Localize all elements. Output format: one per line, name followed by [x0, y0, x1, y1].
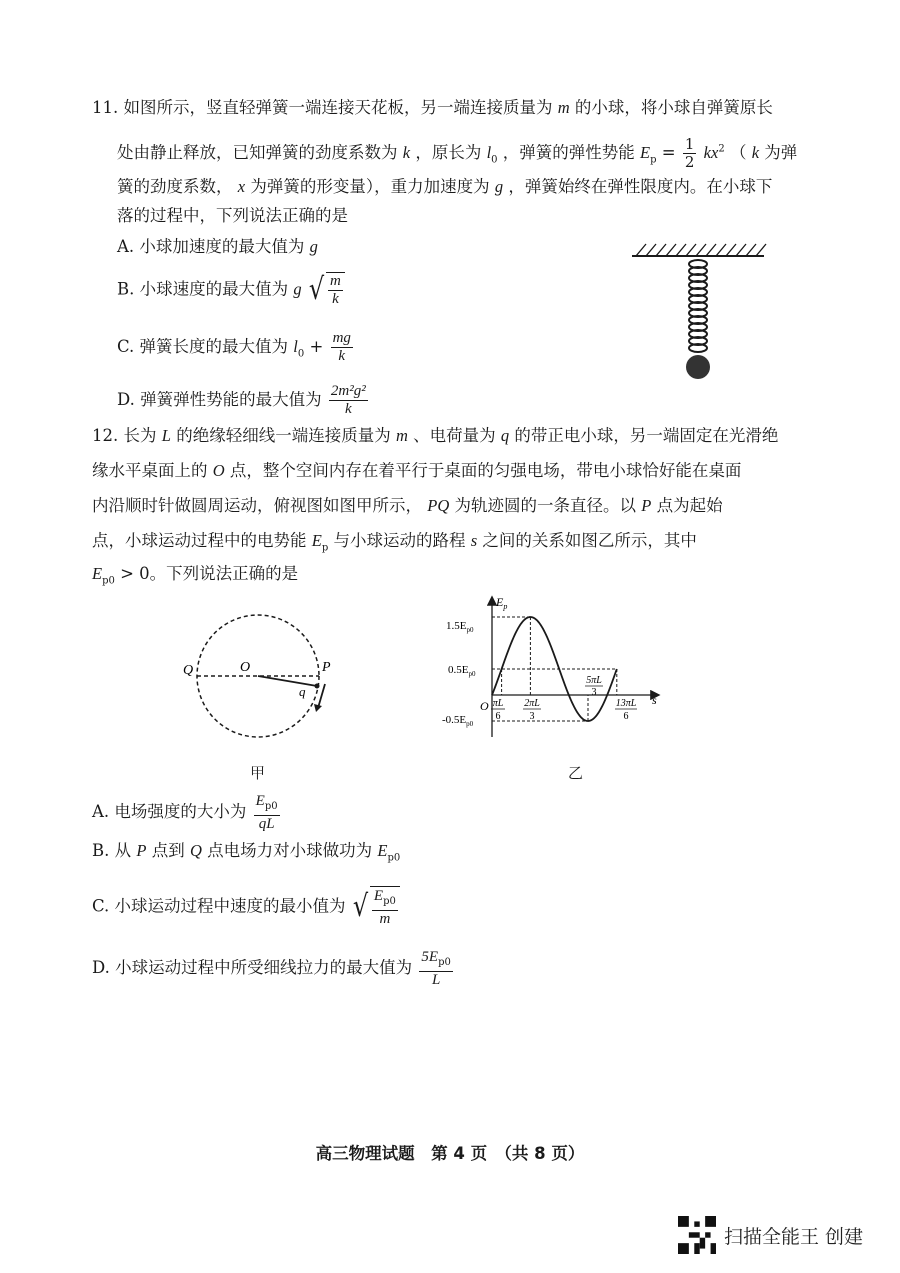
q12-line1: 12. 长为 L 的绝缘轻细线一端连接质量为 m 、电荷量为 q 的带正电小球，另一端固定在光滑绝 — [92, 426, 779, 445]
x-tick-pi-L-6 — [491, 698, 505, 722]
axis-label-s: s — [652, 693, 657, 707]
ball — [686, 355, 710, 379]
charged-ball — [315, 684, 320, 689]
x-tick-2pi-L-3 — [523, 698, 541, 722]
q12-line2: 缘水平桌面上的 O 点，整个空间内存在着平行于桌面的匀强电场，带电小球恰好能在桌面 — [92, 461, 742, 480]
q12-option-c: C. 小球运动过程中速度的最小值为 √ $\frac{E_{p0}}{m}$ — [92, 886, 400, 928]
qr-code-icon — [678, 1216, 716, 1254]
q11-option-c: C. 弹簧长度的最大值为 $l_0$ + $\frac{mg}{k}$ — [117, 330, 351, 364]
caption-yi: 乙 — [568, 764, 584, 782]
y-tick-neg0.5: $-0.5E_{p0}$ — [442, 714, 474, 728]
svg-text:3: 3 — [529, 711, 535, 722]
guide-lines — [492, 617, 617, 721]
q11-line1: 11. 如图所示，竖直轻弹簧一端连接天花板，另一端连接质量为 m 的小球，将小球自弹簧原长 — [92, 98, 773, 117]
figure-yi-chart — [440, 592, 670, 742]
q12-line5: $E_{p0} > 0$。下列说法正确的是 — [92, 564, 299, 587]
spring-figure — [628, 240, 768, 385]
figure-jia — [180, 608, 340, 758]
q12-line3: 内沿顺时针做圆周运动，俯视图如图甲所示， PQ 为轨迹圆的一条直径。以 P 点为起始 — [92, 496, 723, 515]
q11-option-a: A. 小球加速度的最大值为 g — [117, 237, 318, 256]
q12-option-b: B. 从 P 点到 Q 点电场力对小球做功为 $E_{p0}$ — [92, 841, 401, 864]
spring-coils — [689, 260, 707, 352]
svg-text:2πL: 2πL — [524, 698, 540, 709]
svg-text:13πL: 13πL — [615, 698, 637, 709]
svg-text:πL: πL — [492, 698, 504, 709]
y-tick-1.5: $1.5E_{p0}$ — [446, 620, 474, 634]
svg-text:6: 6 — [495, 711, 501, 722]
svg-text:3: 3 — [591, 687, 597, 698]
q11-line3: 簧的劲度系数， x 为弹簧的形变量），重力加速度为 g ，弹簧始终在弹性限度内。在小球下 — [117, 177, 773, 196]
origin-label: O — [480, 699, 489, 713]
q11-option-b: B. 小球速度的最大值为 g √ $\frac{m}{k}$ — [117, 272, 345, 308]
q11-line2: 处由静止释放，已知弹簧的劲度系数为 k ，原长为 $l_0$ ，弹簧的弹性势能 $E_p$ = $\frac{1}{2}$ $kx^2$ （ k 为弹 — [117, 135, 798, 171]
label-Q: Q — [183, 663, 194, 678]
caption-jia: 甲 — [250, 764, 266, 782]
half-fraction: $\frac{1}{2}$ — [684, 135, 695, 171]
x-tick-13pi-L-6 — [615, 698, 637, 722]
velocity-arrowhead — [314, 704, 322, 712]
q11-number: 11. — [92, 98, 119, 117]
y-tick-0.5: $0.5E_{p0}$ — [448, 664, 476, 678]
page-footer: 高三物理试题 第 4 页 （共 8 页） — [315, 1144, 585, 1163]
scanner-label: 扫描全能王 创建 — [724, 1225, 864, 1248]
ceiling-hatch — [636, 244, 766, 256]
q12-number: 12. — [92, 426, 119, 445]
label-P: P — [322, 660, 331, 675]
q12-option-d: D. 小球运动过程中所受细线拉力的最大值为 $\frac{5E_{p0}}{L}$ — [92, 949, 451, 988]
axis-label-Ep: $E_p$ — [496, 595, 508, 611]
q12-line4: 点，小球运动过程中的电势能 $E_p$ 与小球运动的路程 s 之间的关系如图乙所示，其中 — [92, 531, 697, 554]
sqrt-m-over-k: √ $\frac{m}{k}$ — [307, 272, 345, 308]
q11-option-d: D. 弹簧弹性势能的最大值为 $\frac{\text{2m²g²}}{k}$ — [117, 383, 366, 417]
string-line — [258, 676, 317, 686]
velocity-arrow — [318, 684, 325, 708]
svg-text:6: 6 — [623, 711, 629, 722]
q12-option-a: A. 电场强度的大小为 $\frac{E_{p0}}{qL}$ — [92, 793, 278, 832]
label-q: q — [299, 684, 306, 699]
label-O: O — [240, 660, 251, 675]
scanner-watermark — [678, 1216, 863, 1254]
svg-text:5πL: 5πL — [586, 675, 602, 686]
q11-line4: 落的过程中，下列说法正确的是 — [117, 206, 348, 225]
